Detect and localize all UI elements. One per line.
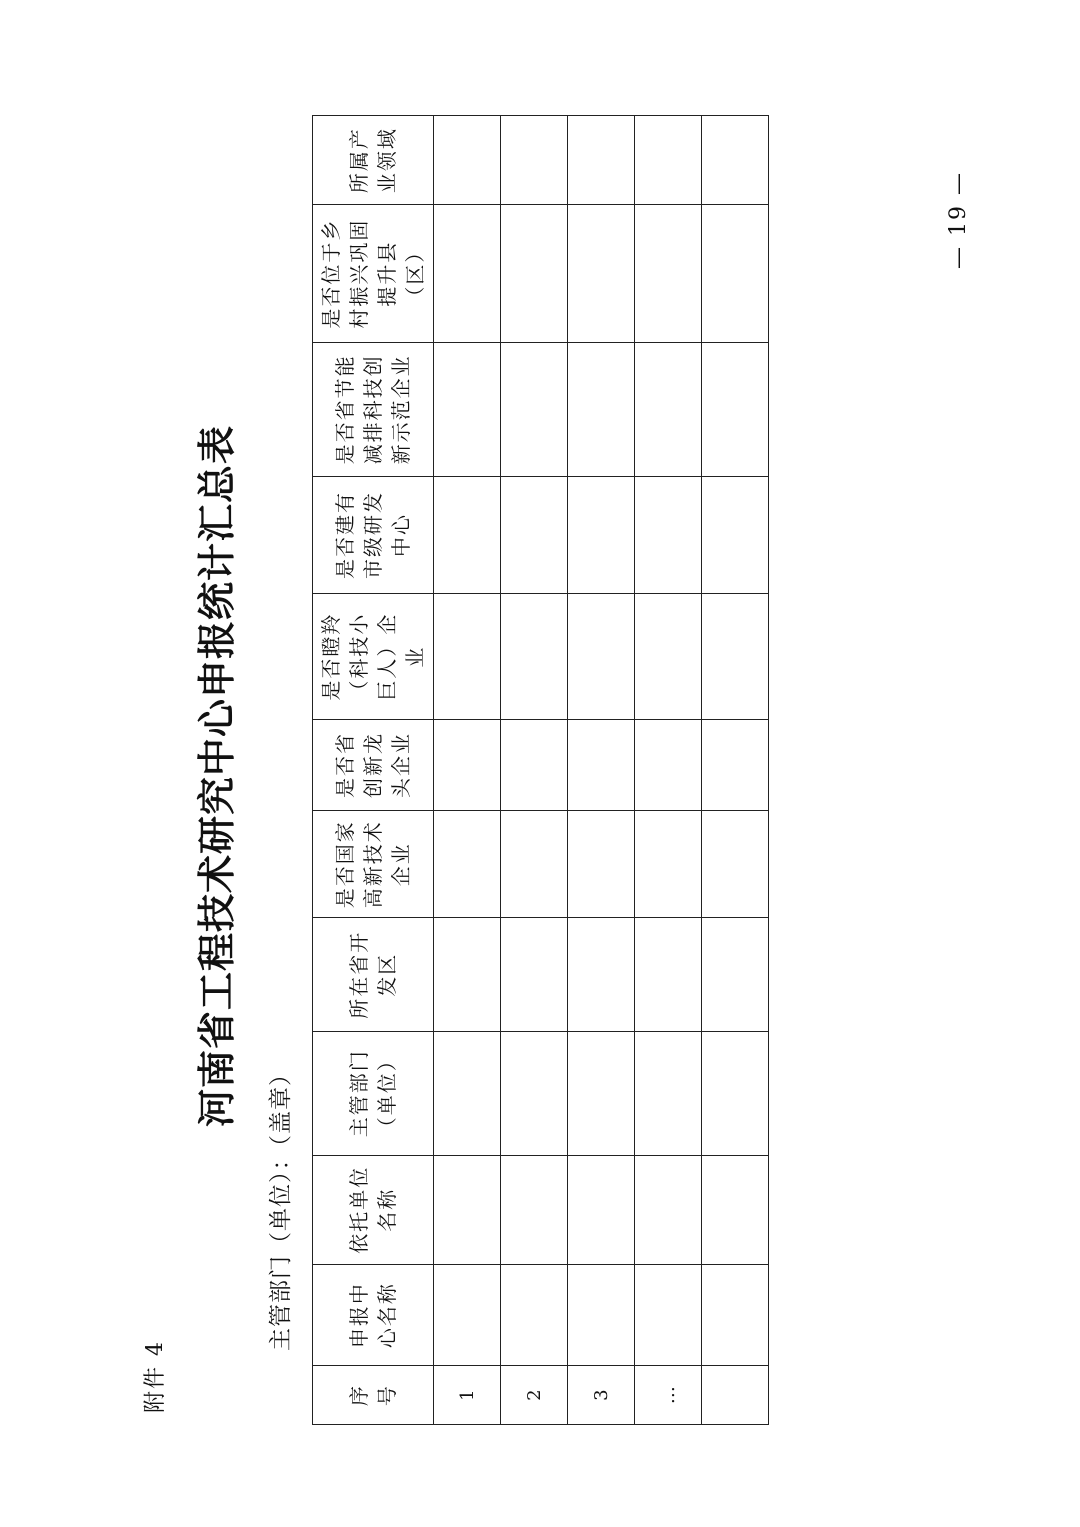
table-cell xyxy=(568,594,635,720)
header-cell-gazelle: 是否瞪羚（科技小巨人）企业 xyxy=(313,594,434,720)
table-cell xyxy=(434,343,501,477)
table-row xyxy=(635,116,702,1425)
page-number: — 19 — xyxy=(946,171,971,269)
table-cell xyxy=(501,476,568,594)
table-cell xyxy=(702,205,769,343)
table-cell xyxy=(635,719,702,810)
table-cell xyxy=(635,116,702,205)
table-cell xyxy=(702,594,769,720)
table-cell xyxy=(434,1155,501,1264)
header-cell-innovation-leader: 是否省创新龙头企业 xyxy=(313,719,434,810)
header-cell-city-rd-center: 是否建有市级研发中心 xyxy=(313,476,434,594)
table-cell xyxy=(434,205,501,343)
table-cell xyxy=(702,1155,769,1264)
table-cell xyxy=(501,811,568,918)
table-cell xyxy=(702,476,769,594)
table-cell xyxy=(702,116,769,205)
table-cell xyxy=(501,1264,568,1365)
table-cell xyxy=(501,918,568,1031)
row-number-cell: 2 xyxy=(501,1366,568,1425)
row-number-cell xyxy=(702,1366,769,1425)
header-cell-energy-saving: 是否省节能减排科技创新示范企业 xyxy=(313,343,434,477)
table-cell xyxy=(434,1264,501,1365)
header-cell-center-name: 申报中心名称 xyxy=(313,1264,434,1365)
table-cell xyxy=(568,811,635,918)
table-cell xyxy=(568,343,635,477)
header-cell-industry: 所属产业领域 xyxy=(313,116,434,205)
table-cell xyxy=(635,476,702,594)
table-cell xyxy=(635,343,702,477)
table-row xyxy=(568,116,635,1425)
table-cell xyxy=(501,719,568,810)
row-number-cell: 1 xyxy=(434,1366,501,1425)
header-cell-rural-county: 是否位于乡村振兴巩固提升县（区） xyxy=(313,205,434,343)
table-cell xyxy=(434,116,501,205)
table-cell xyxy=(434,1031,501,1155)
table-cell xyxy=(635,1031,702,1155)
row-number-cell: 3 xyxy=(568,1366,635,1425)
table-cell xyxy=(568,719,635,810)
header-row xyxy=(313,116,434,1425)
table-cell xyxy=(635,811,702,918)
table-cell xyxy=(635,594,702,720)
table-cell xyxy=(568,1155,635,1264)
table-cell xyxy=(568,1264,635,1365)
table-cell xyxy=(702,1264,769,1365)
table-cell xyxy=(434,719,501,810)
table-cell xyxy=(434,918,501,1031)
department-line: 主管部门（单位）：（盖章） xyxy=(268,1062,294,1351)
table-cell xyxy=(568,1031,635,1155)
table-cell xyxy=(702,1031,769,1155)
header-cell-department: 主管部门（单位） xyxy=(313,1031,434,1155)
table-row xyxy=(501,116,568,1425)
attachment-label: 附件 4 xyxy=(143,1340,168,1413)
table-cell xyxy=(434,811,501,918)
header-cell-seq: 序号 xyxy=(313,1366,434,1425)
table-cell xyxy=(501,1031,568,1155)
header-cell-national-hightech: 是否国家高新技术企业 xyxy=(313,811,434,918)
row-number-cell: … xyxy=(635,1366,702,1425)
table-cell xyxy=(635,918,702,1031)
table-cell xyxy=(635,1155,702,1264)
table-cell xyxy=(434,594,501,720)
table-cell xyxy=(568,476,635,594)
table-cell xyxy=(702,719,769,810)
table-cell xyxy=(434,476,501,594)
table-cell xyxy=(501,205,568,343)
table-cell xyxy=(501,116,568,205)
header-cell-host-unit: 依托单位名称 xyxy=(313,1155,434,1264)
table-cell xyxy=(635,1264,702,1365)
table-cell xyxy=(501,343,568,477)
page-title: 河南省工程技术研究中心申报统计汇总表 xyxy=(194,424,239,1127)
table-row xyxy=(434,116,501,1425)
table-cell xyxy=(568,205,635,343)
table-cell xyxy=(568,918,635,1031)
table-cell xyxy=(635,205,702,343)
table-cell xyxy=(568,116,635,205)
table-cell xyxy=(501,1155,568,1264)
table-cell xyxy=(702,811,769,918)
summary-table xyxy=(312,115,769,1425)
table-row xyxy=(702,116,769,1425)
table-cell xyxy=(702,918,769,1031)
table-cell xyxy=(501,594,568,720)
header-cell-dev-zone: 所在省开发区 xyxy=(313,918,434,1031)
table-body xyxy=(434,116,769,1425)
table-cell xyxy=(702,343,769,477)
